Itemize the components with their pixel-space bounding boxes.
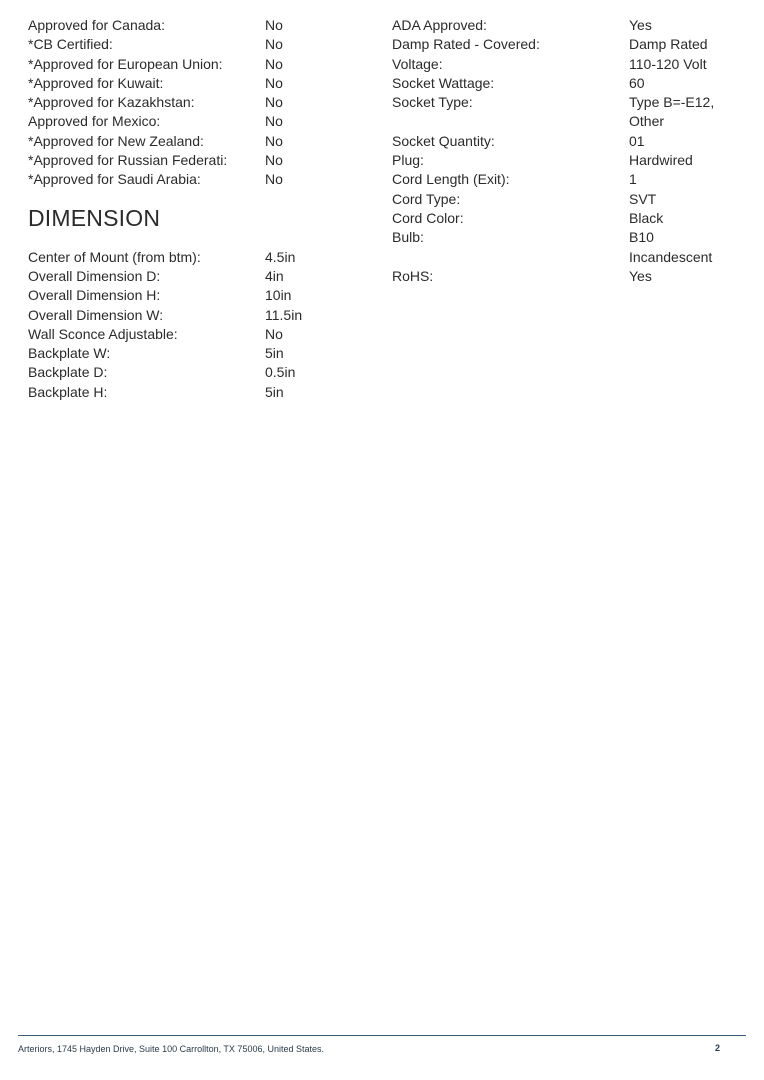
spec-value: No [265,132,283,149]
spec-value: Hardwired [629,152,693,169]
spec-label: Center of Mount (from btm): [28,248,201,265]
spec-value: No [265,94,283,111]
spec-value: 110-120 Volt [629,55,707,72]
spec-row [28,383,368,402]
spec-row [28,248,368,267]
spec-value: No [265,74,283,91]
spec-label: Cord Type: [392,190,461,207]
spec-label: *Approved for Kuwait: [28,74,164,91]
spec-row [392,248,732,267]
spec-row [392,93,732,112]
spec-value: Yes [629,267,652,284]
spec-label: Approved for Canada: [28,17,165,33]
spec-row [28,112,368,131]
spec-row [392,151,732,170]
spec-label: *Approved for European Union: [28,55,223,72]
spec-label: Socket Type: [392,94,473,111]
spec-row [28,132,368,151]
spec-value: Black [629,209,664,226]
spec-value: 11.5in [265,306,303,323]
spec-value: Damp Rated [629,36,708,53]
spec-label: Plug: [392,152,424,169]
spec-value: 1 [629,171,637,188]
spec-value: Yes [629,17,652,33]
spec-row [392,74,732,93]
approvals-list [28,16,368,190]
spec-row [28,363,368,382]
spec-row [392,16,732,35]
spec-label: Bulb: [392,229,424,246]
spec-label [392,248,629,267]
right-column [392,16,732,286]
spec-value: No [265,17,283,33]
spec-label: RoHS: [392,267,434,284]
spec-row [28,16,368,35]
spec-value: No [265,113,283,130]
spec-row [28,93,368,112]
spec-value: No [265,325,283,342]
spec-row [28,344,368,363]
spec-value: SVT [629,190,657,207]
spec-label: Approved for Mexico: [28,113,161,130]
spec-label: Backplate H: [28,383,108,400]
spec-value: B10 [629,229,654,246]
spec-value: No [265,152,283,169]
spec-value: Other [629,113,665,130]
spec-label: Overall Dimension D: [28,267,161,284]
left-column [28,16,368,402]
spec-row [28,35,368,54]
spec-label: Backplate D: [28,364,108,381]
spec-value: 4in [265,267,284,284]
spec-value: 4.5in [265,248,296,265]
spec-row [392,55,732,74]
spec-row [392,209,732,228]
spec-label: *Approved for Kazakhstan: [28,94,195,111]
footer-address: Arteriors, 1745 Hayden Drive, Suite 100 Carrollton, TX 75006, United States. [18,1044,324,1054]
spec-label: *CB Certified: [28,36,113,53]
spec-label: Cord Color: [392,209,464,226]
spec-label: Backplate W: [28,345,111,362]
spec-label: Overall Dimension W: [28,306,164,323]
spec-label: Socket Quantity: [392,132,495,149]
footer-divider [18,1035,746,1036]
dimensions-list [28,248,368,402]
spec-label: Socket Wattage: [392,74,495,91]
spec-row [28,170,368,189]
spec-row [392,132,732,151]
spec-row [392,35,732,54]
page-number: 2 [715,1043,721,1053]
spec-value: 10in [265,287,292,304]
spec-value: 60 [629,74,645,91]
spec-value: 0.5in [265,364,296,381]
dimension-section-title: DIMENSION [28,204,161,231]
spec-label: *Approved for New Zealand: [28,132,204,149]
spec-row [392,228,732,247]
spec-row [28,306,368,325]
spec-row [392,190,732,209]
spec-row [28,151,368,170]
spec-label: *Approved for Saudi Arabia: [28,171,201,188]
spec-label: Voltage: [392,55,443,72]
spec-row [392,170,732,189]
spec-label: Wall Sconce Adjustable: [28,325,178,342]
spec-value: Type B=-E12, [629,94,715,111]
spec-row [392,267,732,286]
spec-label: Cord Length (Exit): [392,171,510,188]
specs-list [392,16,732,286]
spec-row [28,286,368,305]
spec-row [28,325,368,344]
spec-label: *Approved for Russian Federati: [28,152,228,169]
spec-row [28,74,368,93]
spec-label [392,112,629,131]
spec-row [392,112,732,131]
spec-value: No [265,36,283,53]
spec-row [28,267,368,286]
spec-value: No [265,55,283,72]
spec-value: No [265,171,283,188]
spec-value: 01 [629,132,645,149]
spec-label: Overall Dimension H: [28,287,161,304]
spec-label: ADA Approved: [392,17,487,33]
spec-value: 5in [265,383,284,400]
spec-value: Incandescent [629,248,713,265]
spec-row [28,55,368,74]
spec-value: 5in [265,345,284,362]
spec-label: Damp Rated - Covered: [392,36,540,53]
